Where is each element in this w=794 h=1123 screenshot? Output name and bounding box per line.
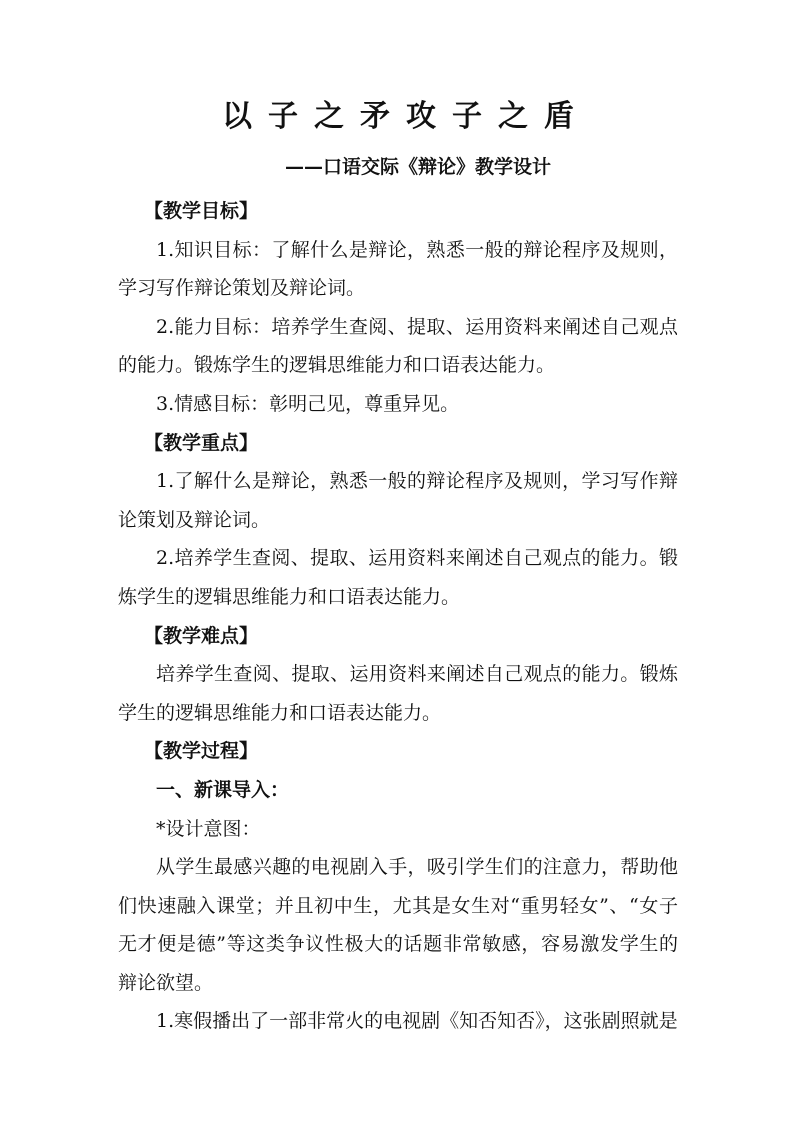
heading-process: 【教学过程】 [144, 740, 259, 763]
heading-difficulties: 【教学难点】 [144, 624, 259, 647]
document-subtitle: ——口语交际《辩论》教学设计 [284, 156, 551, 178]
paragraph-key-point-2: 2.培养学生查阅、提取、运用资料来阐述自己观点的能力。锻炼学生的逻辑思维能力和口语表达能力。 [118, 547, 678, 608]
heading-objectives: 【教学目标】 [144, 200, 259, 222]
paragraph-knowledge-goal: 1.知识目标：了解什么是辩论，熟悉一般的辩论程序及规则，学习写作辩论策划及辩论词。 [118, 238, 678, 300]
section-introduction: 一、新课导入： [156, 778, 290, 801]
paragraph-ability-goal: 2.能力目标：培养学生查阅、提取、运用资料来阐述自己观点的能力。锻炼学生的逻辑思维能力和口语表达能力。 [118, 315, 678, 377]
document-page [118, 96, 678, 1041]
paragraph-emotion-goal: 3.情感目标：彰明己见，尊重异见。 [156, 392, 460, 415]
paragraph-design-intent-label: *设计意图： [156, 817, 261, 840]
paragraph-design-intent: 从学生最感兴趣的电视剧入手，吸引学生们的注意力，帮助他们快速融入课堂；并且初中生，尤其是女生对“重男轻女”、“女子无才便是德”等这类争议性极大的话题非常敏感，容易激发学生的辩论欲望。 [118, 856, 678, 994]
paragraph-difficulty: 培养学生查阅、提取、运用资料来阐述自己观点的能力。锻炼学生的逻辑思维能力和口语表达能力。 [118, 663, 678, 724]
paragraph-step-1: 1.寒假播出了一部非常火的电视剧《知否知否》，这张剧照就是 [156, 1010, 678, 1033]
heading-key-points: 【教学重点】 [144, 431, 259, 454]
document-title: 以子之矛攻子之盾 [222, 99, 590, 134]
paragraph-key-point-1: 1.了解什么是辩论，熟悉一般的辩论程序及规则，学习写作辩论策划及辩论词。 [118, 470, 678, 531]
